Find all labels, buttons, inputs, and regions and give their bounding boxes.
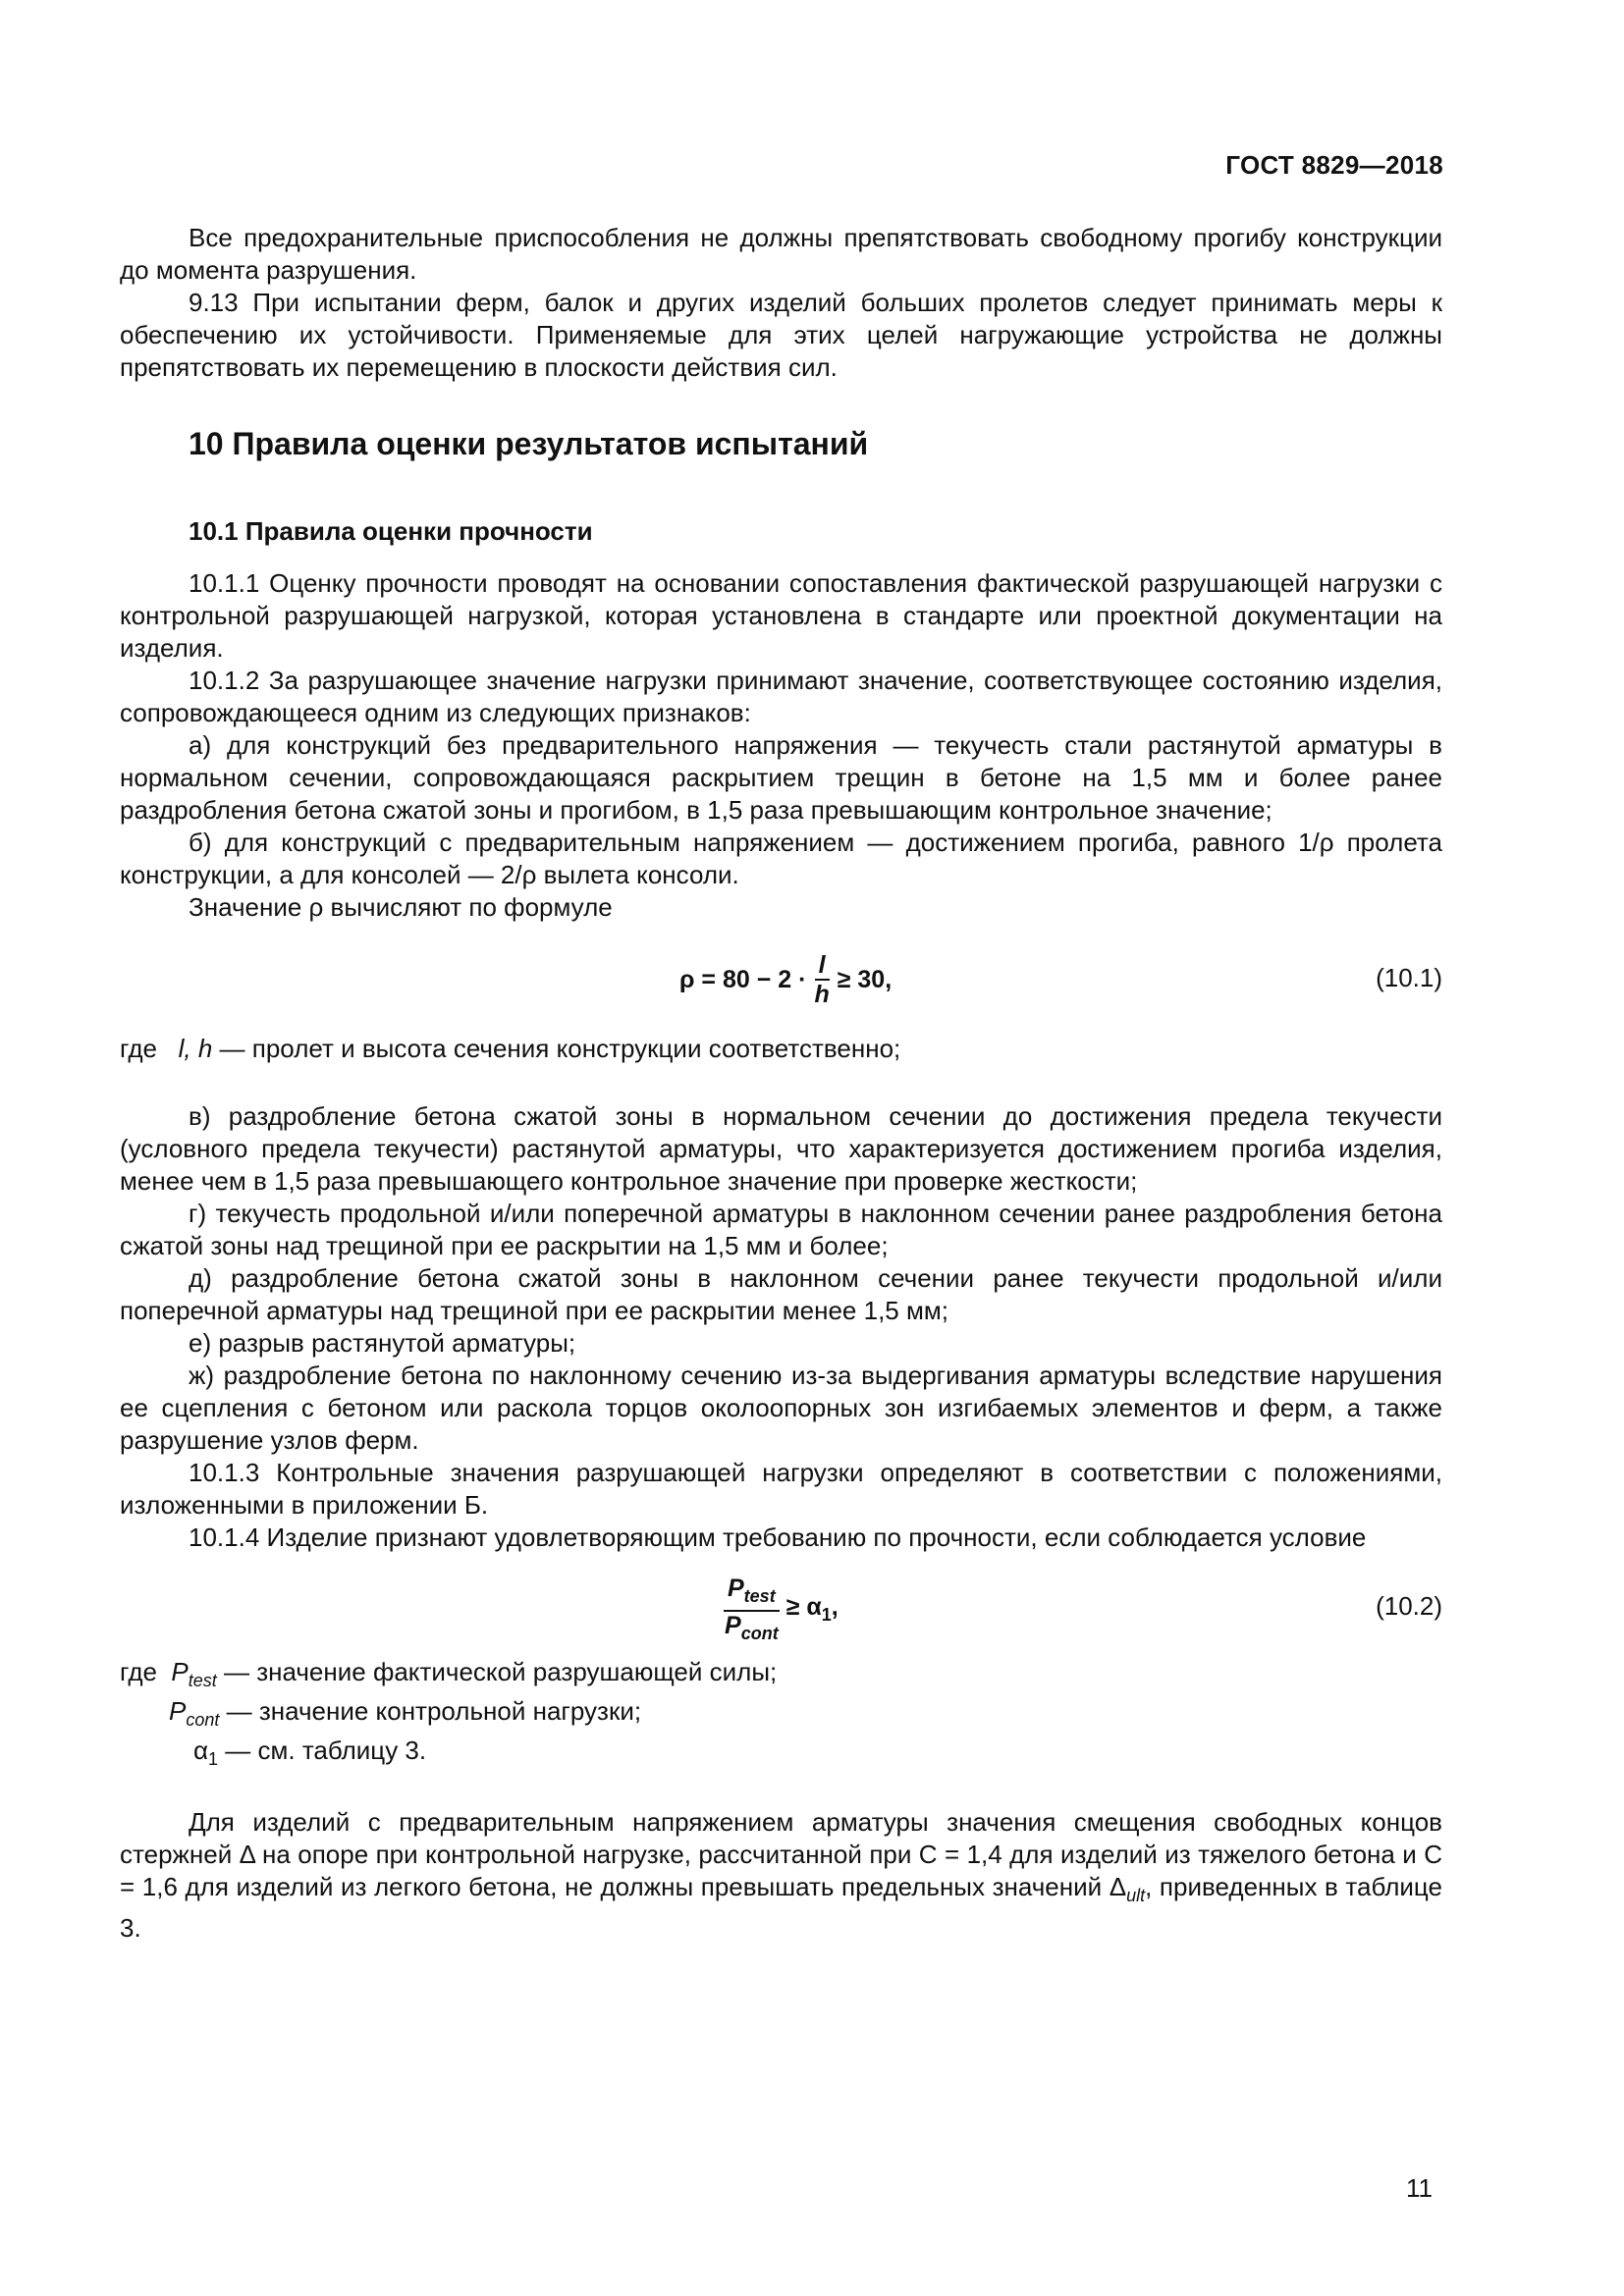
intro-paragraph-1: Все предохранительные приспособления не должны препятствовать свободному прогибу конструкции до момента разрушения. <box>120 223 1442 285</box>
document-id: ГОСТ 8829—2018 <box>1225 150 1443 180</box>
paragraph-10-1-2: 10.1.2 За разрушающее значение нагрузки принимают значение, соответствующее состоянию изделия, сопровождающееся одним из следующих признаков: <box>120 666 1442 727</box>
formula-10-2-numerator: $P_{test}$ <box>724 1575 780 1612</box>
formula-10-1-lhs: ρ = 80 − 2 · <box>679 965 807 993</box>
formula-10-2 <box>717 1575 839 1647</box>
rho-intro: Значение ρ вычисляют по формуле <box>189 892 613 922</box>
where-clause-2-line-2: $P_{cont}$ — значение контрольной нагрузки; <box>169 1696 642 1730</box>
equation-number-10-1: (10.1) <box>1376 963 1442 992</box>
item-zh: ж) раздробление бетона по наклонному сечению из-за выдергивания арматуры вследствие нарушения ее сцепления с бетоном или раскола торцов околоопорных зон изгибаемых элементов и ферм, а также разрушение узлов ферм. <box>120 1361 1442 1455</box>
item-a: а) для конструкций без предварительного напряжения — текучесть стали растянутой арматуры в нормальном сечении, сопровождающаяся раскрытием трещин в бетоне на 1,5 мм и более ранее раздробления бетона сжатой зоны и прогибом, в 1,5 раза превышающим контрольное значение; <box>120 730 1442 825</box>
where-variables: l, h <box>178 1034 213 1063</box>
formula-10-1 <box>679 951 892 1008</box>
subsection-title: 10.1 Правила оценки прочности <box>189 516 593 546</box>
where-clause-2-line-3: $\alpha_1$ — см. таблицу 3. <box>193 1735 427 1769</box>
formula-10-2-denominator: $P_{cont}$ <box>725 1612 779 1643</box>
formula-10-2-fraction <box>721 1575 783 1647</box>
final-paragraph: Для изделий с предварительным напряжением арматуры значения смещения свободных концов стержней Δ на опоре при контрольной нагрузке, рассчитанной при C = 1,4 для изделий из тяжелого бетона и C = 1,6 для изделий из легкого бетона, не должны превышать предельных значений $\Delta_{ult}$, приведенных в таблице 3. <box>120 1807 1442 1943</box>
formula-10-1-denominator: h <box>814 981 830 1008</box>
formula-10-1-rhs: ≥ 30, <box>837 965 893 993</box>
paragraph-10-1-4: 10.1.4 Изделие признают удовлетворяющим требованию по прочности, если соблюдается условие <box>189 1522 1367 1552</box>
item-b: б) для конструкций с предварительным напряжением — достижением прогиба, равного 1/ρ пролета конструкции, а для консолей — 2/ρ вылета консоли. <box>120 828 1442 889</box>
item-d: д) раздробление бетона сжатой зоны в наклонном сечении ранее текучести продольной и/или поперечной арматуры над трещиной при ее раскрытии менее 1,5 мм; <box>120 1263 1442 1325</box>
where-description: — пролет и высота сечения конструкции соответственно; <box>212 1034 901 1063</box>
where-prefix: где <box>120 1034 157 1063</box>
where-clause-1 <box>120 1033 900 1065</box>
paragraph-9-13: 9.13 При испытании ферм, балок и других изделий больших пролетов следует принимать меры к обеспечению их устойчивости. Применяемые для этих целей нагружающие устройства не должны препятствовать их перемещению в плоскости действия сил. <box>120 288 1442 382</box>
page-number: 11 <box>1406 2173 1433 2203</box>
item-g: г) текучесть продольной и/или поперечной арматуры в наклонном сечении ранее раздробления бетона сжатой зоны над трещиной при ее раскрытии на 1,5 мм и более; <box>120 1199 1442 1260</box>
paragraph-10-1-3: 10.1.3 Контрольные значения разрушающей нагрузки определяют в соответствии с положениями, изложенными в приложении Б. <box>120 1458 1442 1520</box>
item-e: е) разрыв растянутой арматуры; <box>189 1328 576 1358</box>
where-clause-2-line-1: где $P_{test}$ — значение фактической разрушающей силы; <box>120 1657 778 1690</box>
final-paragraph-block <box>120 1806 1442 1945</box>
intro-block <box>120 222 1442 384</box>
formula-10-1-numerator: l <box>815 951 830 981</box>
section-title: 10 Правила оценки результатов испытаний <box>189 426 869 461</box>
formula-10-2-rhs: ≥ $\alpha_1$, <box>785 1592 839 1625</box>
criteria-block <box>120 1100 1442 1554</box>
paragraph-10-1-1: 10.1.1 Оценку прочности проводят на основании сопоставления фактической разрушающей нагрузки с контрольной разрушающей нагрузкой, которая установлена в стандарте или проектной документации на изделия. <box>120 568 1442 663</box>
formula-10-1-fraction <box>810 951 833 1008</box>
strength-rules-block <box>120 567 1442 924</box>
equation-number-10-2: (10.2) <box>1376 1591 1442 1621</box>
item-v: в) раздробление бетона сжатой зоны в нормальном сечении до достижения предела текучести (условного предела текучести) растянутой арматуры, что характеризуется достижением прогиба изделия, менее чем в 1,5 раза превышающего контрольное значение при проверке жесткости; <box>120 1101 1442 1196</box>
